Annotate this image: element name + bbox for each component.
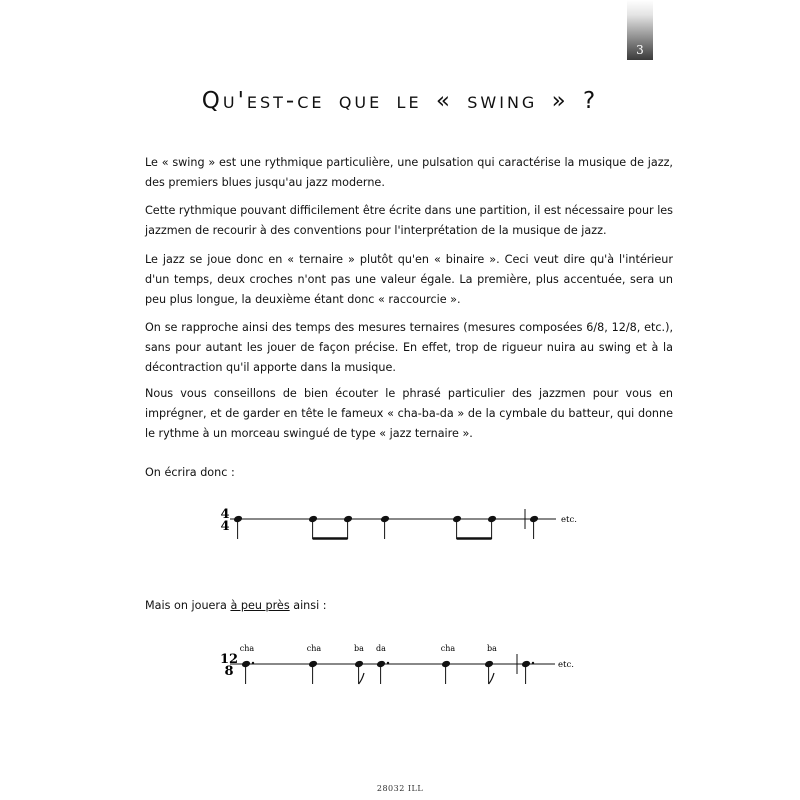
syllable: cha	[306, 644, 322, 653]
paragraph-1: Le « swing » est une rythmique particulière, une pulsation qui caractérise la musique de jazz, des premiers blues jusqu'au jazz moderne.	[145, 156, 673, 189]
paragraph-5: Nous vous conseillons de bien écouter le phrasé particulier des jazzmen pour vous en imprégner, et de garder en tête le fameux « cha-ba-da » de la cymbale du batteur, qui donne le rythme à un morceau swingué de type « jazz ternaire ».	[145, 387, 673, 440]
example1-staff	[220, 507, 576, 539]
time-sig-bottom: 4	[220, 519, 230, 534]
syllable: ba	[487, 644, 497, 653]
note-dot	[532, 662, 534, 664]
example2-etc: etc.	[558, 660, 574, 670]
example2-staff	[220, 644, 574, 684]
example2-caption-before: Mais on jouera	[145, 599, 231, 612]
time-sig-top: 4	[220, 507, 230, 522]
footer-code: 28032 ILL	[376, 784, 424, 793]
syllable: ba	[354, 644, 364, 653]
example2-caption-underlined: à peu près	[230, 599, 290, 612]
example1-caption: On écrira donc :	[145, 466, 235, 479]
syllable: da	[376, 644, 386, 653]
paragraph-2: Cette rythmique pouvant difficilement être écrite dans une partition, il est nécessaire pour les jazzmen de recourir à des conventions pour l'interprétation de la musique de jazz.	[145, 204, 674, 237]
time-sig-bottom: 8	[224, 664, 234, 679]
example2-caption-after: ainsi :	[289, 599, 327, 612]
note-dot	[387, 662, 389, 664]
paragraph-4: On se rapproche ainsi des temps des mesures ternaires (mesures composées 6/8, 12/8, etc.), sans pour autant les jouer de façon précise. En effet, trop de rigueur nuira au swing et à la décontraction qu'il apporte dans la musique.	[145, 321, 673, 374]
page-title: Qu'est-ce que le « swing » ?	[201, 88, 599, 114]
example1-etc: etc.	[561, 515, 577, 525]
syllable: cha	[440, 644, 456, 653]
page-number: 3	[636, 43, 644, 57]
syllable: cha	[239, 644, 255, 653]
paragraph-3: Le jazz se joue donc en « ternaire » plutôt qu'en « binaire ». Ceci veut dire qu'à l'intérieur d'un temps, deux croches n'ont pas une valeur égale. La première, plus accentuée, sera un peu plus longue, la deuxième étant donc « raccourcie ».	[145, 253, 673, 306]
note-dot	[252, 662, 254, 664]
time-sig-top: 12	[219, 652, 239, 667]
note-flag	[359, 673, 364, 684]
note-flag	[489, 673, 494, 684]
